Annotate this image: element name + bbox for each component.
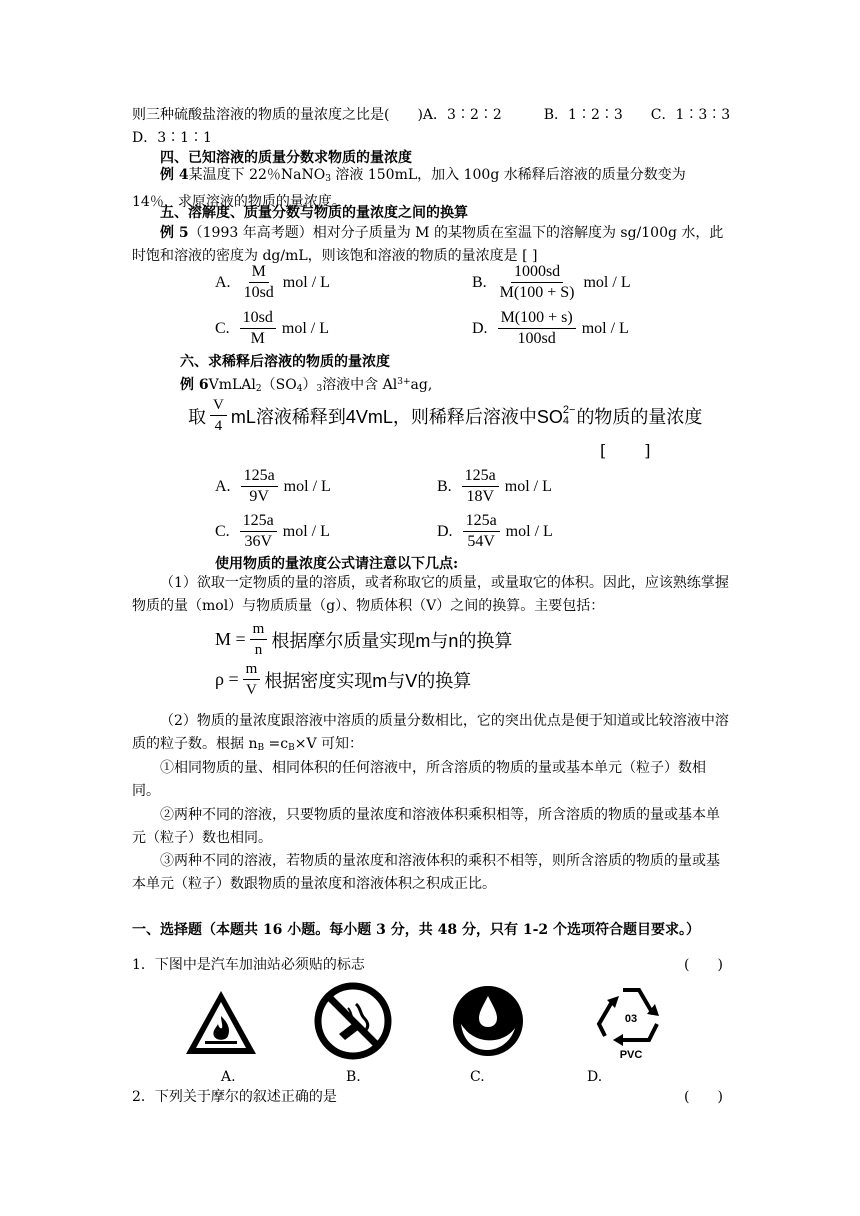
note-item-1: ①相同物质的量、相同体积的任何溶液中，所含溶质的物质的量或基本单元（粒子）数相同。: [132, 760, 706, 799]
note-2-sub-1: B: [257, 743, 265, 753]
flammable-warning-icon[interactable]: [183, 988, 259, 1058]
unit: mol / L: [282, 522, 330, 540]
example-4-text: 某温度下 22％NaNO: [188, 167, 326, 183]
denominator: 9V: [249, 488, 269, 505]
numerator: V: [210, 396, 227, 416]
icon-label-d[interactable]: D.: [587, 1069, 603, 1085]
example-4-subscript: 3: [325, 174, 331, 184]
question-1-text: 1．下图中是汽车加油站必须贴的标志: [132, 957, 365, 973]
fraction: [241, 263, 277, 302]
denominator: M(100 + S): [499, 284, 575, 301]
ion-sub: 4: [562, 414, 570, 427]
numerator: 1000sd: [511, 263, 563, 283]
fraction: [462, 467, 499, 506]
heading-five: 五、溶解度、质量分数与物质的量浓度之间的换算: [160, 205, 468, 221]
numerator: 125a: [240, 512, 277, 532]
note-2-sub-2: B: [288, 743, 295, 753]
ex6-line-mid: mL溶液稀释到4VmL，则稀释后溶液中SO: [230, 406, 563, 427]
question-2-text: 2．下列关于摩尔的叙述正确的是: [132, 1089, 337, 1105]
icon-label-a[interactable]: A.: [221, 1069, 236, 1085]
example-5-label: 例 5: [160, 225, 189, 241]
option-label: B.: [437, 477, 452, 495]
fraction: [250, 620, 268, 659]
numerator: M: [249, 263, 269, 283]
formula-description: 根据密度实现m与V的换算: [264, 670, 472, 691]
fraction-v-over-4: [210, 396, 227, 435]
numerator: m: [250, 620, 268, 640]
option-label: D.: [472, 319, 488, 337]
recycle-number: 03: [624, 1013, 638, 1025]
option-label: A.: [215, 477, 231, 495]
question-2-answer-paren: ( ): [684, 1089, 723, 1105]
option-label: C.: [215, 522, 230, 540]
sulfate-charge: [563, 405, 576, 427]
fraction: [497, 263, 578, 302]
water-drop-hand-icon[interactable]: [451, 984, 525, 1058]
denominator: 100sd: [517, 330, 556, 347]
icon-label-b[interactable]: B.: [346, 1069, 361, 1085]
ex6-option-c[interactable]: [215, 512, 330, 551]
section-title: 一、选择题（本题共 16 小题。每小题 3 分，共 48 分，只有 1-2 个选项符合题目要求。）: [132, 922, 700, 938]
unit: mol / L: [583, 273, 631, 291]
ex6-text-a: VmLAl: [208, 377, 256, 393]
note-2-text-c: ×V 可知：: [294, 736, 364, 752]
recycle-material: PVC: [619, 1049, 643, 1061]
denominator: V: [246, 682, 257, 698]
ex6-text-b: （SO: [261, 377, 297, 393]
numerator: 125a: [462, 467, 499, 487]
numerator: M(100 + s): [498, 309, 576, 329]
ex6-sub-2: 4: [296, 384, 303, 394]
ex5-option-a[interactable]: [215, 263, 330, 302]
ex6-option-a[interactable]: [215, 467, 331, 506]
option-label: D.: [437, 522, 453, 540]
denominator: 4: [214, 418, 223, 434]
fraction: [498, 309, 576, 348]
denominator: M: [250, 330, 265, 347]
heading-four: 四、已知溶液的质量分数求物质的量浓度: [160, 150, 412, 166]
denominator: 10sd: [243, 284, 274, 301]
unit: mol / L: [581, 319, 629, 337]
option-label: C.: [215, 319, 230, 337]
note-2-text-b: =c: [264, 736, 289, 752]
formula-lhs: M =: [215, 629, 246, 649]
numerator: 125a: [241, 467, 278, 487]
question-1-answer-paren: ( ): [684, 957, 723, 973]
ex5-option-b[interactable]: [472, 263, 631, 302]
denominator: n: [254, 642, 263, 658]
ex6-line-pre: 取: [188, 406, 206, 427]
example-5-text: （1993 年高考题）相对分子质量为 M 的某物质在室温下的溶解度为 sg/100g 水，此时饱和溶液的密度为 dg/mL，则该饱和溶液的物质的量浓度是 [ ]: [132, 225, 724, 264]
example-6: [180, 372, 432, 399]
ex6-sub-3: 3: [316, 384, 323, 394]
icon-label-c[interactable]: C.: [470, 1069, 485, 1085]
ex5-option-d[interactable]: [472, 309, 629, 348]
ion-sup: 2−: [562, 403, 576, 416]
ex6-option-d[interactable]: [437, 512, 553, 551]
unit: mol / L: [283, 477, 331, 495]
numerator: m: [243, 660, 261, 680]
unit: mol / L: [504, 477, 552, 495]
unit: mol / L: [281, 319, 330, 337]
ex5-option-c[interactable]: [215, 309, 329, 348]
example-5: [132, 222, 732, 268]
note-2-text: （2）物质的量浓度跟溶液中溶质的质量分数相比，它的突出优点是便于知道或比较溶液中溶质的粒子数。根据 n: [132, 713, 729, 752]
ex6-text-e: ag,: [410, 377, 433, 393]
note-item-3: ③两种不同的溶液，若物质的量浓度和溶液体积的乘积不相等，则所含溶质的物质的量或基本单元（粒子）数跟物质的量浓度和溶液体积之积成正比。: [132, 853, 720, 892]
example-4-text-rest: 溶液 150mL，加入 100g 水稀释后溶液的质量分数变为 14％，求原溶液的物质的量浓度。: [132, 167, 686, 210]
ex6-text-d: 溶液中含 Al: [322, 377, 398, 393]
option-label: A.: [215, 273, 231, 291]
fraction: [240, 512, 277, 551]
fraction: [240, 309, 276, 348]
ex6-sub-1: 2: [255, 384, 262, 394]
no-smoking-icon[interactable]: [314, 982, 392, 1060]
unit: mol / L: [282, 273, 330, 291]
formula-lhs: ρ =: [215, 669, 239, 689]
ex6-answer-bracket: [ ]: [600, 441, 653, 460]
ratio-question-text: 则三种硫酸盐溶液的物质的量浓度之比是( )A．3∶2∶2 B．1∶2∶3 C．1∶3∶3 D．3∶1∶1: [132, 107, 759, 146]
denominator: 36V: [244, 533, 272, 550]
fraction: [243, 660, 261, 699]
note-2: [132, 710, 732, 760]
example-6-label: 例 6: [180, 377, 209, 393]
denominator: 54V: [467, 533, 495, 550]
fraction: [241, 467, 278, 506]
option-label: B.: [472, 273, 487, 291]
example-4-label: 例 4: [160, 167, 189, 183]
ex6-sup: 3+: [397, 377, 411, 387]
note-1: （1）欲取一定物质的量的溶质，或者称取它的质量，或量取它的体积。因此，应该熟练掌握物质的量（mol）与物质质量（g）、物质体积（V）之间的换算。主要包括：: [132, 575, 729, 614]
ex6-text-c: ）: [302, 377, 317, 393]
numerator: 125a: [463, 512, 500, 532]
recycle-pvc-icon[interactable]: [593, 984, 669, 1064]
density-formula: [215, 660, 471, 699]
fraction: [463, 512, 500, 551]
ex6-line-post: 的物质的量浓度: [576, 406, 703, 427]
formula-description: 根据摩尔质量实现m与n的换算: [271, 630, 513, 651]
denominator: 18V: [466, 488, 494, 505]
numerator: 10sd: [240, 309, 276, 329]
ex6-dilution-statement: [188, 396, 702, 435]
unit: mol / L: [505, 522, 553, 540]
heading-six: 六、求稀释后溶液的物质的量浓度: [180, 354, 390, 370]
note-item-2: ②两种不同的溶液，只要物质的量浓度和溶液体积乘积相等，所含溶质的物质的量或基本单元（粒子）数也相同。: [132, 807, 720, 846]
molar-mass-formula: [215, 620, 512, 659]
notes-title: 使用物质的量浓度公式请注意以下几点:: [215, 556, 459, 572]
ex6-option-b[interactable]: [437, 467, 552, 506]
